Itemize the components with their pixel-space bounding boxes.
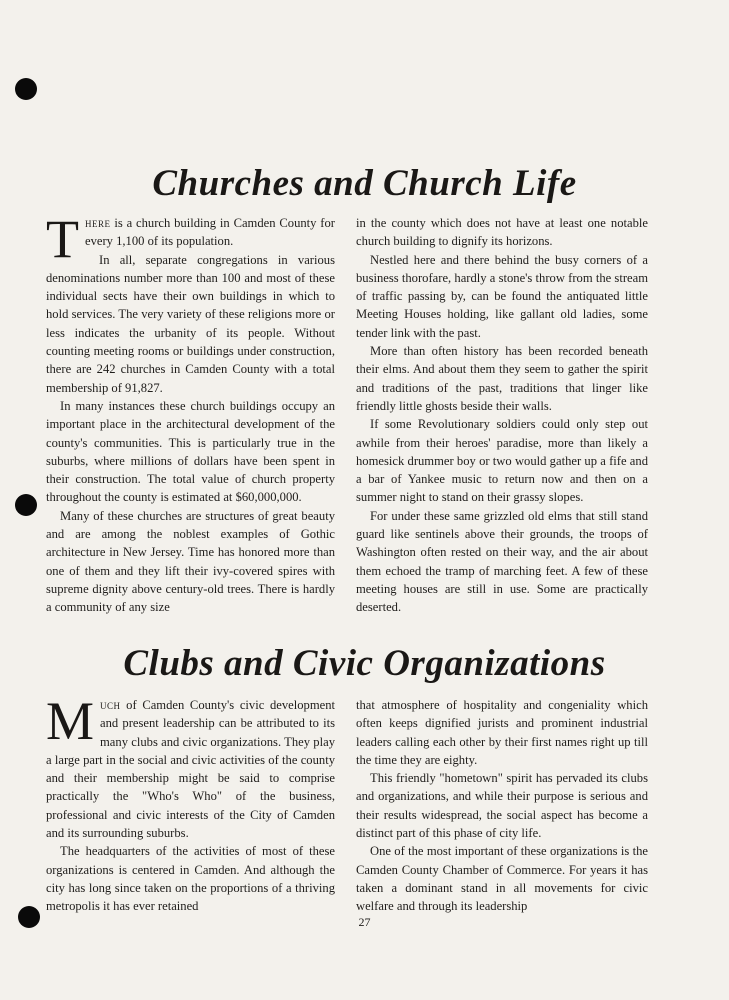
section-heading-churches: Churches and Church Life	[152, 163, 577, 204]
clubs-column-left	[46, 691, 335, 916]
paragraph: In many instances these church buildings occupy an important place in the architectural development of the county's communities. This is particularly true in the suburbs, where millions of dollars have been spent in their construction. The total value of church property throughout the county is estimated at $60,000,000.	[46, 398, 335, 505]
paragraph: Nestled here and there behind the busy corners of a business thorofare, hardly a stone's throw from the stream of traffic passing by, can be found the antiquated little Meeting Houses holding, like gallant old ladies, some tender link with the past.	[356, 252, 648, 340]
paragraph: More than often history has been recorded beneath their elms. And about them they seem to gather the spirit and traditions of the past, traditions that linger like friendly little ghosts beside their walls.	[356, 344, 648, 413]
paragraph: For under these same grizzled old elms that still stand guard like sentinels above their grounds, the troops of Washington often rested on their way, and the air about them echoed the tramp of marching feet. A few of these meeting houses are still in use. Some are practically deserted.	[356, 508, 648, 615]
paragraph-text: of Camden County's civic development and present leadership can be attributed to its many clubs and civic organizations. They play a large part in the social and civic activities of the county and their membership might be said to comprise practically the "Who's Who" of the business, professional and civic interests of the City of Camden and its surrounding suburbs.	[46, 698, 335, 841]
churches-column-right	[356, 214, 648, 617]
paragraph	[46, 209, 335, 269]
paragraph: The headquarters of the activities of most of these organizations is centered in Camden. And although the city has long since taken on the proportions of a thriving metropolis it has ever retained	[46, 844, 335, 914]
paragraph: If some Revolutionary soldiers could only step out awhile from their heroes' paradise, more than likely a homesick drummer boy or two would gather up a fife and a bar of Yankee music to return now and then on a summer night to stand on their grassy slopes.	[356, 417, 648, 505]
paragraph	[46, 691, 335, 842]
page-number: 27	[358, 915, 371, 929]
paragraph: One of the most important of these organizations is the Camden County Chamber of Commerce. For years it has taken a dominant stand in all movements for civic welfare and through its leadership	[356, 844, 648, 914]
paragraph: This friendly "hometown" spirit has pervaded its clubs and organizations, and while their purpose is serious and their results widespread, the social aspect has become a distinct part of this phase of city life.	[356, 771, 648, 841]
paragraph: in the county which does not have at least one notable church building to dignify its horizons.	[356, 216, 648, 249]
paragraph-text: is a church building in Camden County for every 1,100 of its population.	[85, 216, 335, 249]
drop-cap: M	[46, 691, 95, 751]
section-heading-clubs: Clubs and Civic Organizations	[123, 643, 606, 684]
paragraph: In all, separate congregations in various denominations number more than 100 and most of these individual sects have their own buildings in which to hold services. The very variety of these religions more or less indicates the urbanity of its people. Without counting meeting rooms or buildings under construction, there are 242 churches in Camden County with a total membership of 91,827.	[46, 252, 335, 395]
binder-hole-middle	[15, 494, 37, 516]
clubs-column-right	[356, 696, 648, 916]
drop-cap: T	[46, 209, 79, 269]
paragraph: that atmosphere of hospitality and congeniality which often keeps dignified jurists and prominent industrial leaders calling each other by their first names right up till the time they are eighty.	[356, 698, 648, 767]
churches-column-left	[46, 209, 335, 617]
paragraph: Many of these churches are structures of great beauty and are among the noblest examples of Gothic architecture in New Jersey. Time has honored more than one of them and they lift their ivy-covered spires with supreme dignity above century-old trees. There is hardly a community of any size	[46, 508, 335, 615]
lead-word: here	[85, 216, 111, 230]
lead-word: uch	[100, 698, 121, 712]
binder-hole-top	[15, 78, 37, 100]
